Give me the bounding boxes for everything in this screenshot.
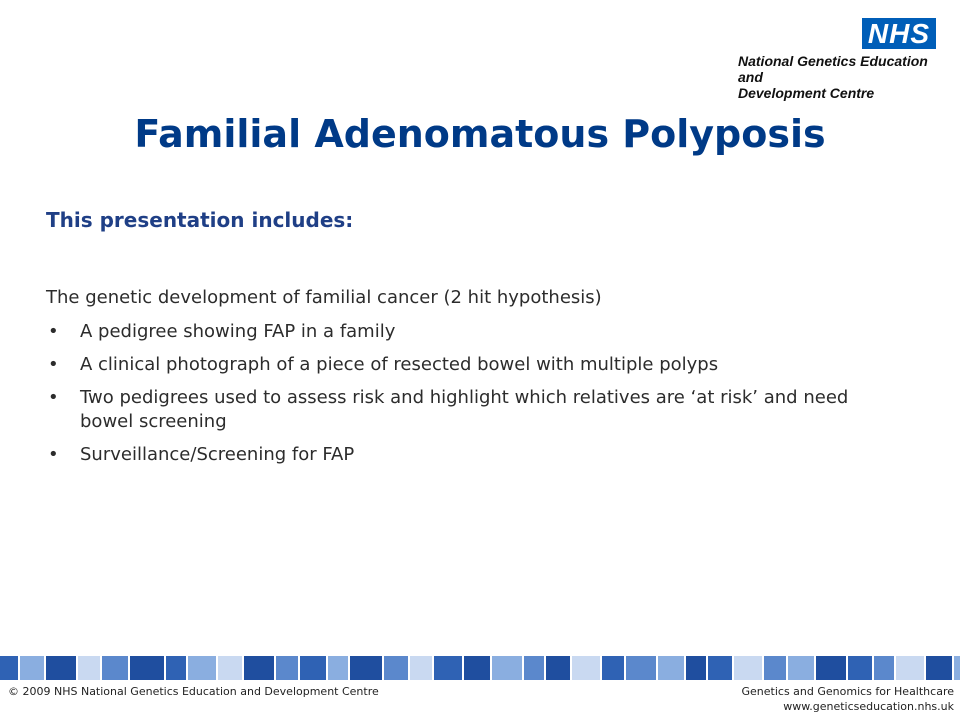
stripe-block xyxy=(896,656,924,680)
stripe-block xyxy=(20,656,44,680)
footer-right xyxy=(742,684,955,714)
stripe-block xyxy=(926,656,952,680)
stripe-block xyxy=(708,656,732,680)
bullet-list xyxy=(46,320,906,467)
stripe-block xyxy=(734,656,762,680)
bullet-text: A clinical photograph of a piece of resected bowel with multiple polyps xyxy=(80,354,719,375)
bullet-text: Surveillance/Screening for FAP xyxy=(80,444,355,465)
stripe-block xyxy=(276,656,298,680)
slide-content xyxy=(46,286,906,476)
stripe-block xyxy=(434,656,462,680)
bullet-item xyxy=(46,443,906,467)
org-name-line2: Development Centre xyxy=(738,85,875,101)
bullet-item xyxy=(46,386,906,434)
stripe-block xyxy=(492,656,522,680)
bullet-item xyxy=(46,353,906,377)
stripe-block xyxy=(102,656,128,680)
bullet-dot: • xyxy=(48,354,59,375)
intro-text: The genetic development of familial cancer (2 hit hypothesis) xyxy=(46,287,602,308)
bullet-text: Two pedigrees used to assess risk and highlight which relatives are ‘at risk’ and need bowel screening xyxy=(80,387,849,432)
stripe-block xyxy=(300,656,326,680)
bullet-dot: • xyxy=(48,387,59,408)
stripe-block xyxy=(410,656,432,680)
stripe-block xyxy=(78,656,100,680)
org-name xyxy=(716,53,936,101)
stripe-block xyxy=(572,656,600,680)
bullet-dot: • xyxy=(48,444,59,465)
stripe-block xyxy=(350,656,382,680)
stripe-block xyxy=(954,656,960,680)
slide-subtitle: This presentation includes: xyxy=(46,208,354,232)
stripe-block xyxy=(188,656,216,680)
stripe-block xyxy=(0,656,18,680)
stripe-block xyxy=(218,656,242,680)
bullet-item xyxy=(46,320,906,344)
stripe-block xyxy=(384,656,408,680)
bullet-dot: • xyxy=(48,321,59,342)
nhs-wordmark: NHS xyxy=(862,18,936,49)
stripe-block xyxy=(602,656,624,680)
stripe-block xyxy=(46,656,76,680)
stripe-block xyxy=(788,656,814,680)
stripe-block xyxy=(166,656,186,680)
stripe-block xyxy=(848,656,872,680)
footer-copyright: © 2009 NHS National Genetics Education and Development Centre xyxy=(8,685,379,698)
stripe-block xyxy=(464,656,490,680)
stripe-block xyxy=(658,656,684,680)
stripe-block xyxy=(686,656,706,680)
decorative-stripe xyxy=(0,656,960,680)
bullet-text: A pedigree showing FAP in a family xyxy=(80,321,396,342)
org-name-line1: National Genetics Education and xyxy=(738,53,928,85)
nhs-logo xyxy=(716,18,936,101)
stripe-block xyxy=(130,656,164,680)
stripe-block xyxy=(626,656,656,680)
stripe-block xyxy=(546,656,570,680)
stripe-block xyxy=(524,656,544,680)
footer-tagline: Genetics and Genomics for Healthcare xyxy=(741,685,954,698)
stripe-block xyxy=(328,656,348,680)
stripe-block xyxy=(244,656,274,680)
stripe-block xyxy=(874,656,894,680)
stripe-block xyxy=(764,656,786,680)
slide-title: Familial Adenomatous Polyposis xyxy=(134,112,826,156)
footer-url: www.geneticseducation.nhs.uk xyxy=(783,700,954,713)
stripe-block xyxy=(816,656,846,680)
